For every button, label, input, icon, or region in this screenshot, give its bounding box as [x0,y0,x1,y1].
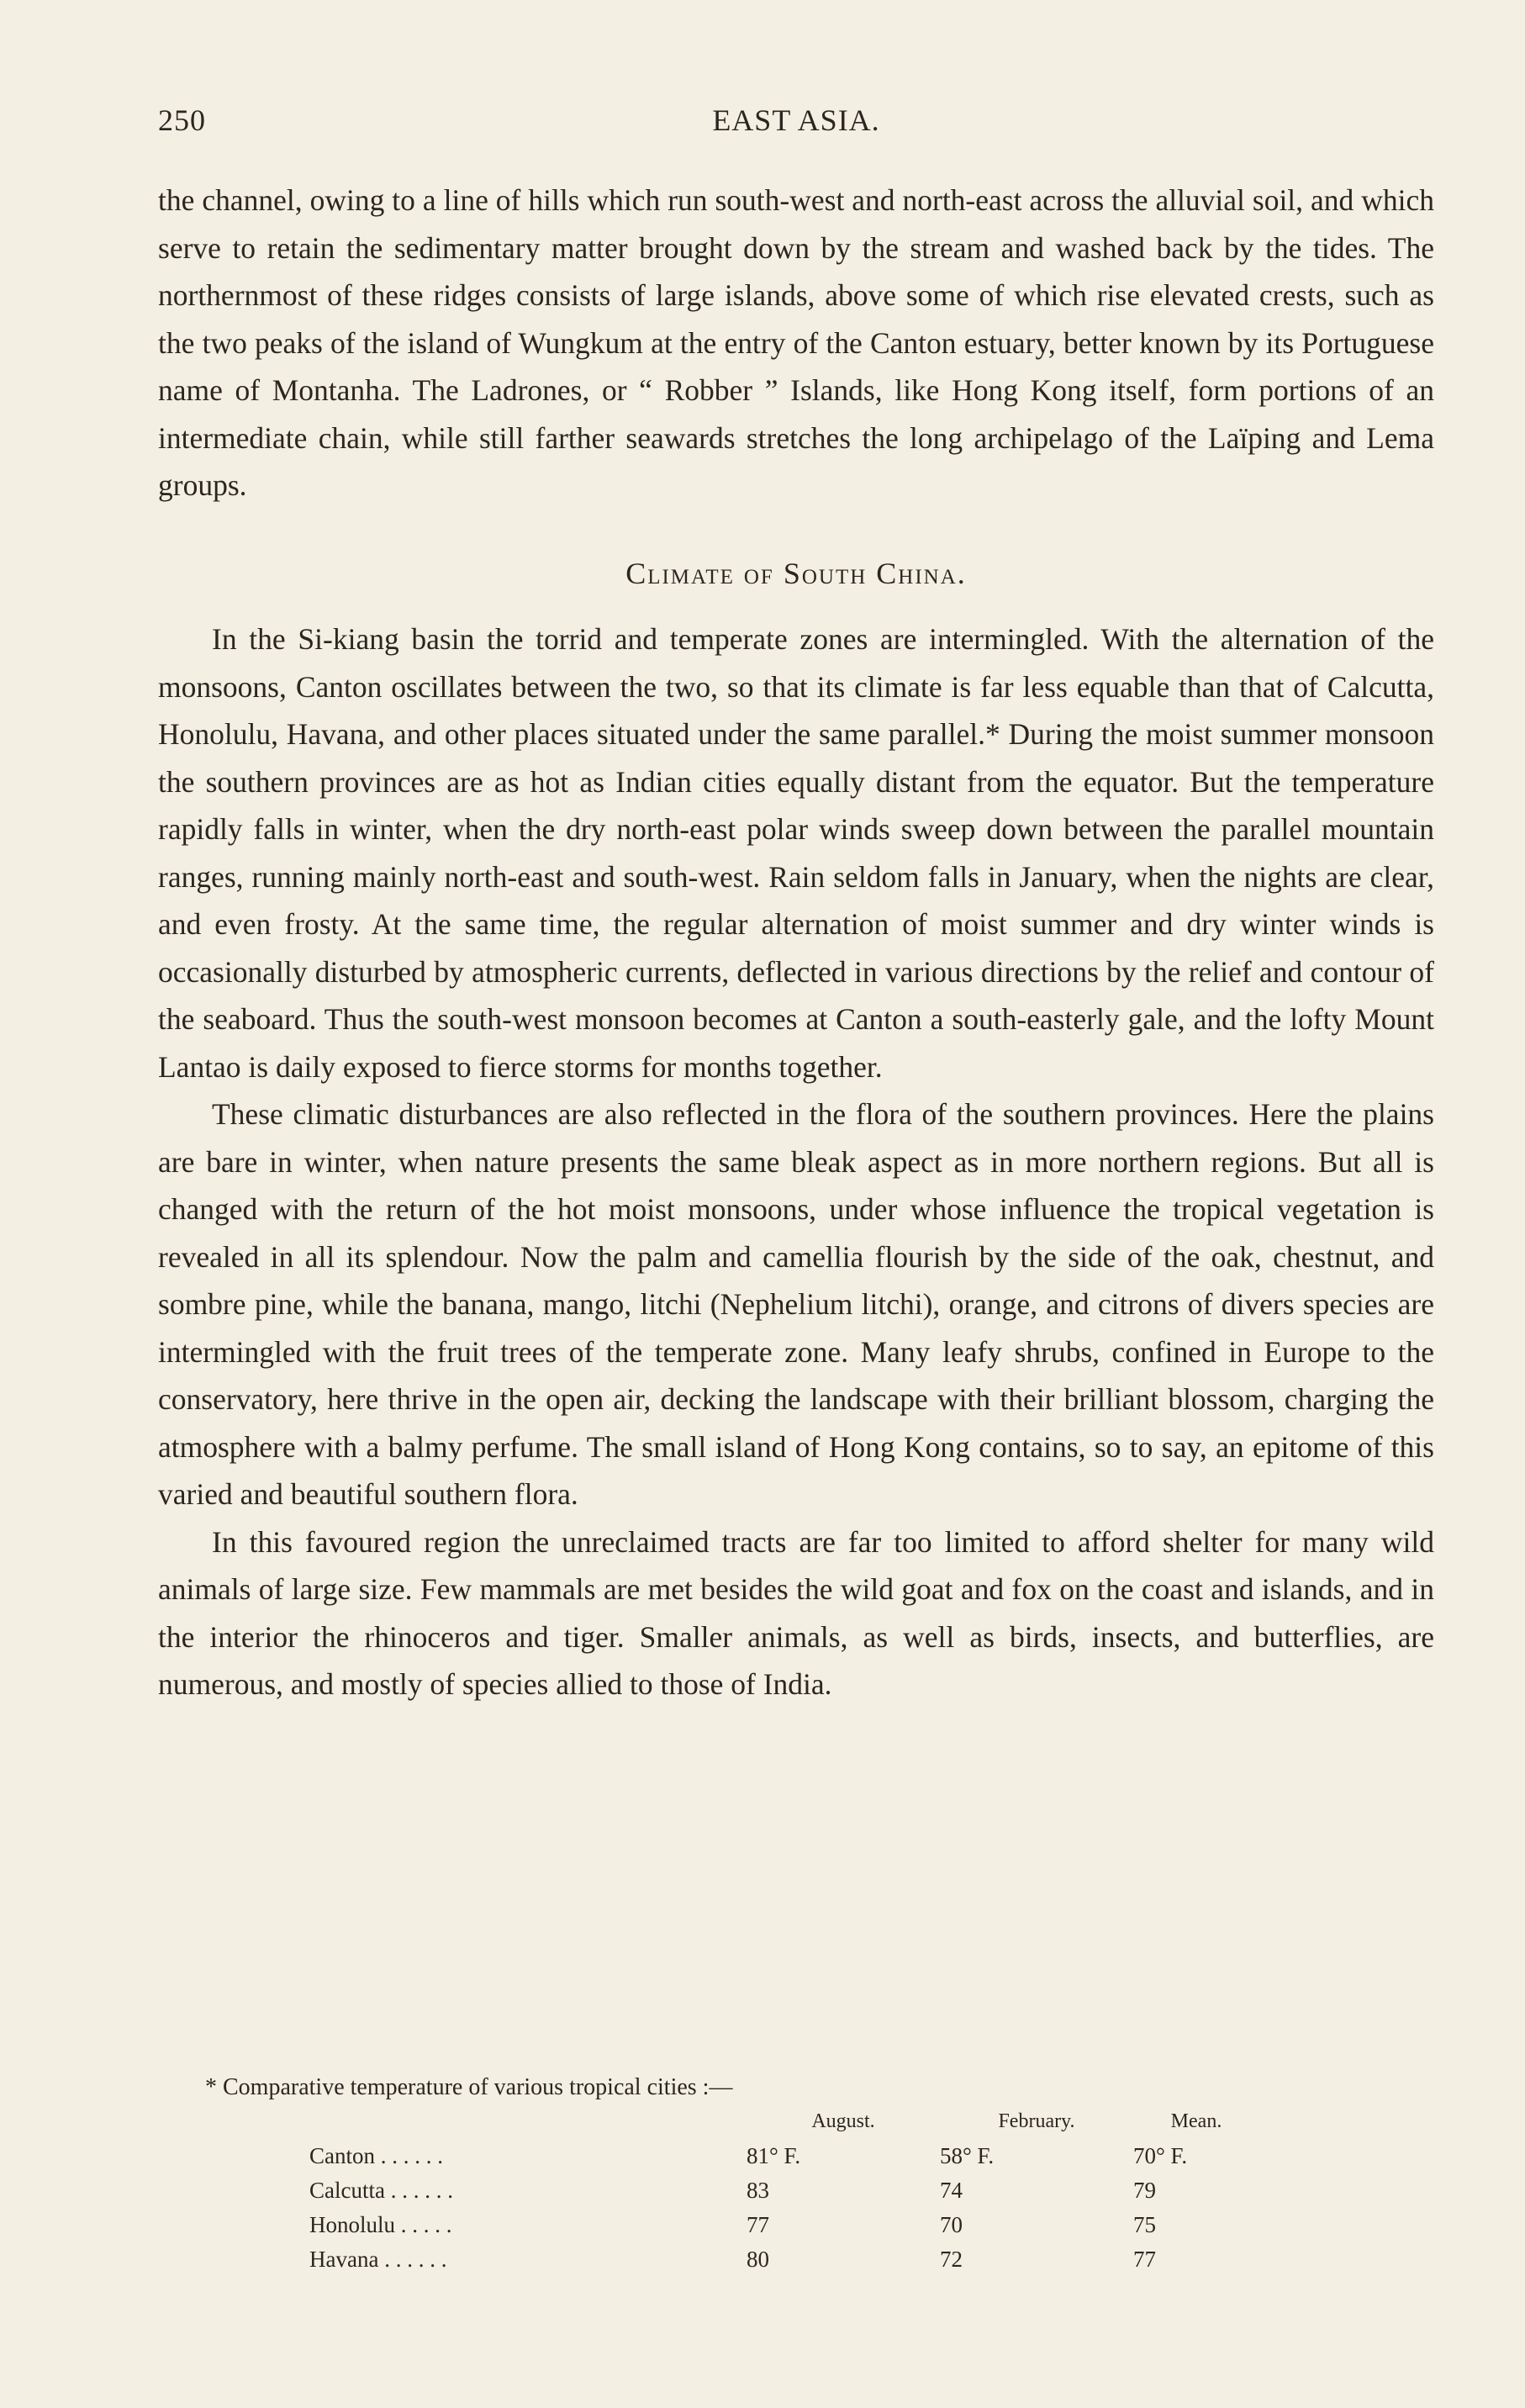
footnote-intro: * Comparative temperature of various tropical cities :— [205,2074,733,2100]
paragraph-climate: In the Si-kiang basin the torrid and temperate zones are intermingled. With the alternation of the monsoons, Canton oscillates between the two, so that its climate is far less equable than that of Calcutta, Honolulu, Havana, and other places situated under the same parallel.* During the moist summer monsoon the southern provinces are as hot as Indian cities equally distant from the equator. But the temperature rapidly falls in winter, when the dry north-east polar winds sweep down between the parallel mountain ranges, running mainly north-east and south-west. Rain seldom falls in January, when the nights are clear, and even frosty. At the same time, the regular alternation of moist summer and dry winter winds is occasionally disturbed by atmospheric currents, deflected in various directions by the relief and contour of the seaboard. Thus the south-west monsoon becomes at Canton a south-easterly gale, and the lofty Mount Lantao is daily exposed to fierce storms for months together. [158,622,1434,1084]
table-row [158,2139,1259,2173]
city-cell: Calcutta . . . . . . [309,2178,453,2203]
body-text [158,177,1434,1708]
august-cell: 77 [747,2212,769,2237]
table-header-mean: Mean. [1170,2110,1222,2132]
february-cell: 58° F. [940,2143,995,2168]
august-cell: 81° F. [747,2143,801,2168]
mean-cell: 77 [1133,2247,1156,2272]
section-title: Climate of South China. [625,556,967,590]
table-row [158,2173,1259,2208]
page-number: 250 [158,103,206,137]
city-cell: Canton . . . . . . [309,2143,443,2168]
city-cell: Havana . . . . . . [309,2247,447,2272]
paragraph-continuation: the channel, owing to a line of hills which run south-west and north-east across the alluvial soil, and which serve to retain the sedimentary matter brought down by the stream and washed back by the tides. The northernmost of these ridges consists of large islands, above some of which rise elevated crests, such as the two peaks of the island of Wungkum at the entry of the Canton estuary, better known by its Portuguese name of Montanha. The Ladrones, or “ Robber ” Islands, like Hong Kong itself, form portions of an intermediate chain, while still farther seawards stretches the long archipelago of the Laïping and Lema groups. [158,183,1434,502]
february-cell: 70 [940,2212,963,2237]
table-header-city [158,2107,747,2139]
mean-cell: 70° F. [1133,2143,1188,2168]
august-cell: 83 [747,2178,769,2203]
february-cell: 72 [940,2247,963,2272]
paragraph-fauna: In this favoured region the unreclaimed tracts are far too limited to afford shelter for many wild animals of large size. Few mammals are met besides the wild goat and fox on the coast and islands, and in the interior the rhinoceros and tiger. Smaller animals, as well as birds, insects, and butterflies, are numerous, and mostly of species allied to those of India. [158,1524,1434,1701]
running-title: EAST ASIA. [712,103,880,137]
table-header-february: February. [998,2110,1075,2132]
table-row [158,2242,1259,2277]
mean-cell: 79 [1133,2178,1156,2203]
page-header [158,103,1434,150]
paragraph-flora: These climatic disturbances are also reflected in the flora of the southern provinces. Here the plains are bare in winter, when nature presents the same bleak aspect as in more northern regions. But all is changed with the return of the hot moist monsoons, under whose influence the tropical vegetation is revealed in all its splendour. Now the palm and camellia flourish by the side of the oak, chestnut, and sombre pine, while the banana, mango, litchi (Nephelium litchi), orange, and citrons of divers species are intermingled with the fruit trees of the temperate zone. Many leafy shrubs, confined in Europe to the conservatory, here thrive in the open air, decking the landscape with their brilliant blossom, charging the atmosphere with a balmy perfume. The small island of Hong Kong contains, so to say, an epitome of this varied and beautiful southern flora. [158,1097,1434,1511]
city-cell: Honolulu . . . . . [309,2212,452,2237]
table-header-row [158,2107,1259,2139]
table-header-august: August. [811,2110,875,2132]
table-row [158,2208,1259,2242]
august-cell: 80 [747,2247,769,2272]
footnote [158,2073,1434,2277]
february-cell: 74 [940,2178,963,2203]
temperature-table [158,2107,1259,2277]
mean-cell: 75 [1133,2212,1156,2237]
